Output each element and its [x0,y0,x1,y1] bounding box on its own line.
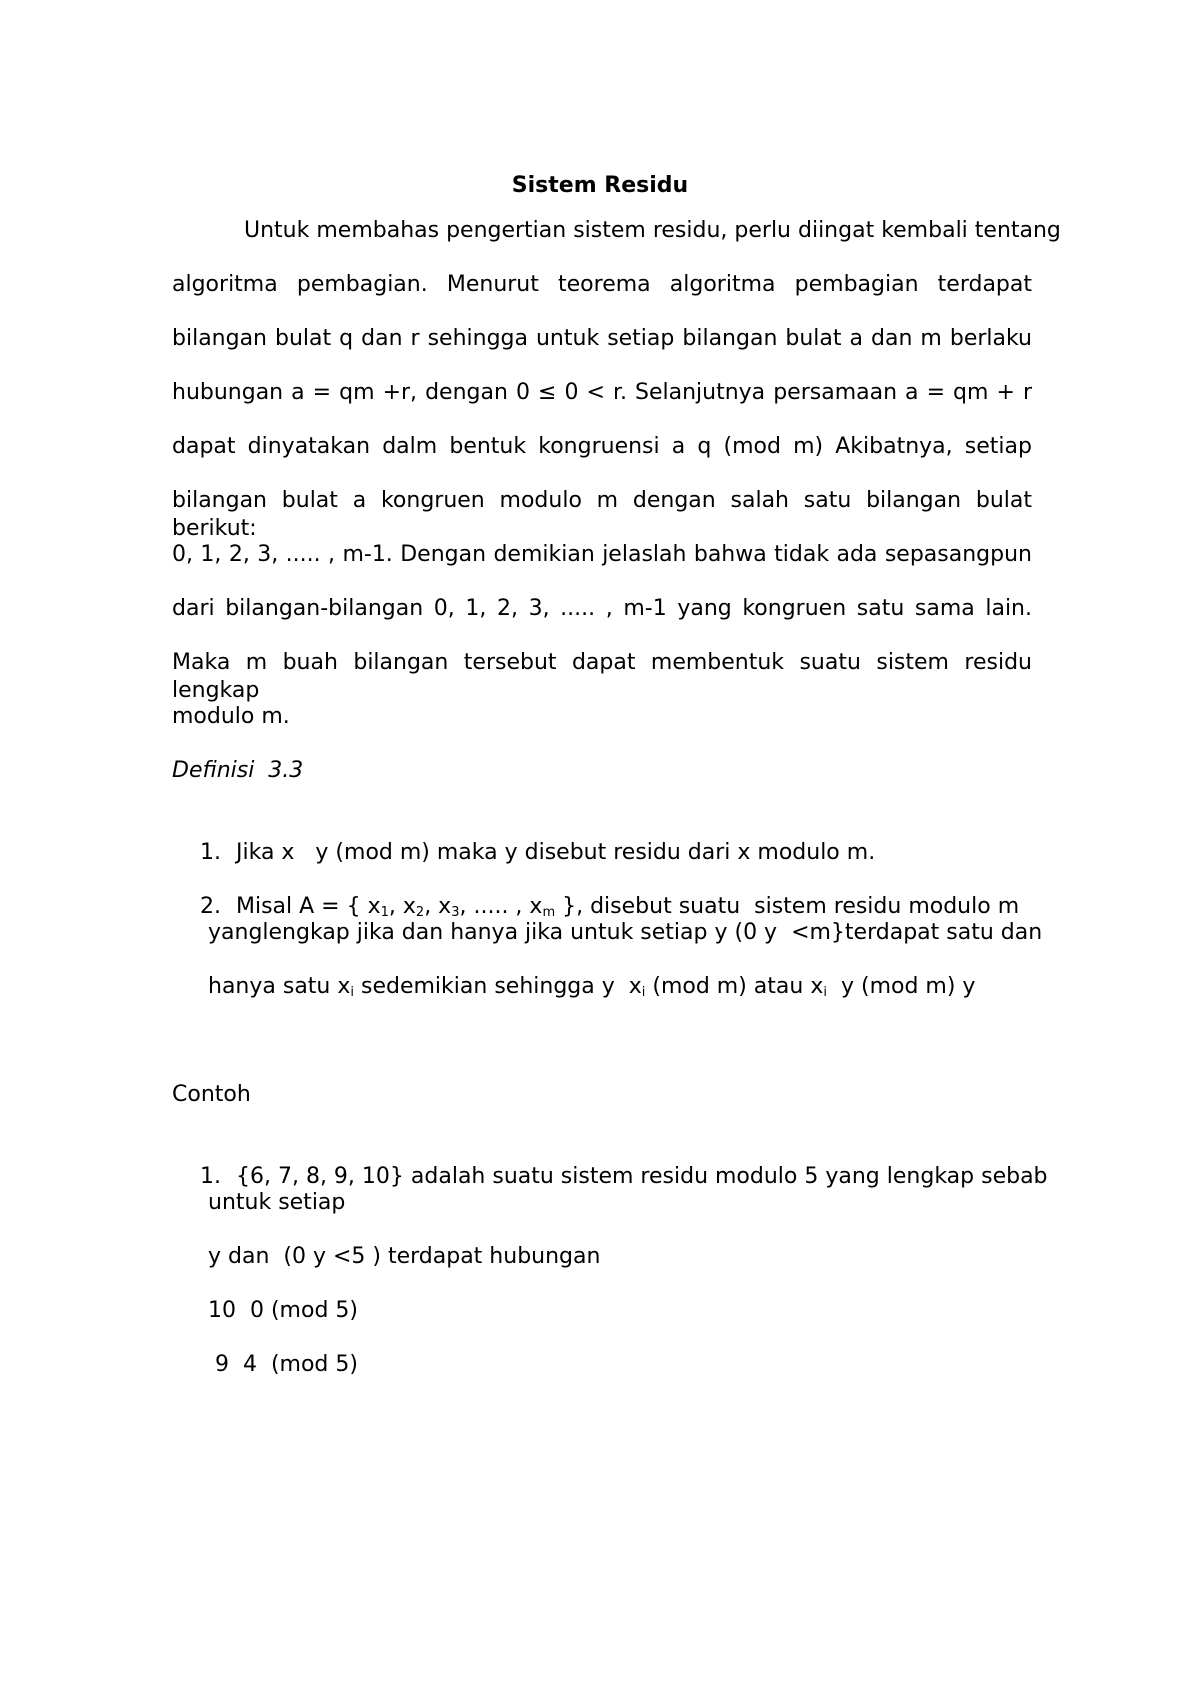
list-number: 2. [199,894,221,919]
definition-text: , x [424,894,452,919]
definition-text: Misal A = { x [235,894,381,919]
example-text: untuk setiap [208,1190,346,1215]
subscript: m [542,905,556,920]
list-number: 1. [199,1164,221,1189]
definition-text: }, disebut suatu sistem residu modulo m [555,894,1020,919]
definition-text: sedemikian sehingga y x [354,974,642,999]
paragraph-line: bilangan bulat q dan r sehingga untuk setiap bilangan bulat a dan m berlaku [172,326,1032,351]
definition-text: yanglengkap jika dan hanya jika untuk setiap y (0 y <m}terdapat satu dan [208,920,1043,945]
definition-text: hanya satu x [208,974,351,999]
example-heading: Contoh [172,1082,251,1107]
definition-text: Jika x y (mod m) maka y disebut residu dari x modulo m. [235,840,876,865]
definition-text: y (mod m) y [826,974,976,999]
subscript: i [641,985,646,1000]
paragraph-line: Untuk membahas pengertian sistem residu, perlu diingat kembali tentang [244,218,1061,243]
example-text: 10 0 (mod 5) [208,1298,358,1323]
paragraph-line: 0, 1, 2, 3, ..... , m-1. Dengan demikian jelaslah bahwa tidak ada sepasangpun [172,542,1032,567]
paragraph-line: bilangan bulat a kongruen modulo m dengan salah satu bilangan bulat berikut: [172,488,1032,541]
paragraph-line: dapat dinyatakan dalm bentuk kongruensi a q (mod m) Akibatnya, setiap [172,434,1032,459]
definition-text: , ..... , x [459,894,543,919]
definition-text: (mod m) atau x [645,974,824,999]
paragraph-line: modulo m. [172,704,290,729]
paragraph-line: algoritma pembagian. Menurut teorema algoritma pembagian terdapat [172,272,1032,297]
subscript: 1 [380,905,389,920]
paragraph-line: dari bilangan-bilangan 0, 1, 2, 3, ..... , m-1 yang kongruen satu sama lain. [172,596,1032,621]
paragraph-line: Maka m buah bilangan tersebut dapat membentuk suatu sistem residu lengkap [172,650,1032,703]
example-text: 9 4 (mod 5) [208,1352,358,1377]
definition-line [208,973,1032,1007]
definition-heading: Definisi 3.3 [172,758,304,783]
paragraph-line: hubungan a = qm +r, dengan 0 ≤ 0 < r. Selanjutnya persamaan a = qm + r [172,380,1032,405]
example-text: {6, 7, 8, 9, 10} adalah suatu sistem residu modulo 5 yang lengkap sebab [235,1164,1048,1189]
subscript: i [350,985,355,1000]
list-number: 1. [199,840,221,865]
subscript: 3 [451,905,460,920]
page-title: Sistem Residu [511,173,689,198]
subscript: 2 [415,905,425,920]
subscript: i [823,985,827,1000]
example-text: y dan (0 y <5 ) terdapat hubungan [208,1244,601,1269]
definition-text: , x [388,894,416,919]
